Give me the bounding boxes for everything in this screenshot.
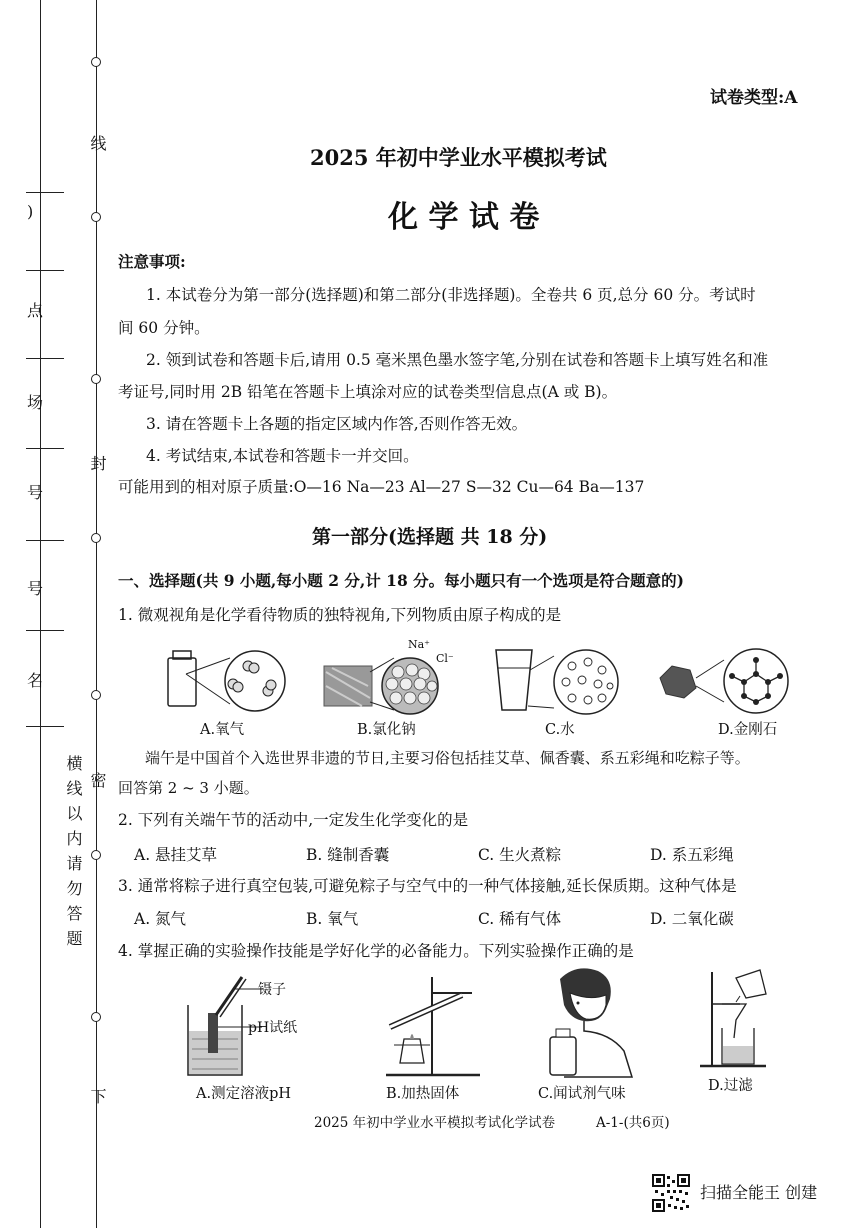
qr-code-icon bbox=[652, 1174, 690, 1212]
exam-title: 2025 年初中学业水平模拟考试 bbox=[310, 145, 607, 170]
scanner-watermark: 扫描全能王 创建 bbox=[700, 1183, 818, 1202]
margin-label-mi: 密 bbox=[88, 772, 107, 790]
note-item: 考证号,同时用 2B 铅笔在答题卡上填涂对应的试卷类型信息点(A 或 B)。 bbox=[118, 383, 618, 401]
binding-hole bbox=[91, 57, 101, 67]
question-1-stem: 1. 微观视角是化学看待物质的独特视角,下列物质由原子构成的是 bbox=[118, 606, 562, 624]
oxygen-figure bbox=[160, 648, 290, 714]
note-item: 1. 本试卷分为第一部分(选择题)和第二部分(非选择题)。全卷共 6 页,总分 60 分。考试时 bbox=[146, 286, 756, 304]
tweezers-label: 镊子 bbox=[258, 982, 286, 998]
water-figure bbox=[492, 646, 622, 716]
q4-option-c: C.闻试剂气味 bbox=[538, 1086, 626, 1102]
q3-option-a: A. 氮气 bbox=[134, 910, 187, 928]
smelling-figure bbox=[540, 965, 650, 1081]
ion-chloride-label: Cl⁻ bbox=[436, 652, 454, 665]
margin-label-feng: 封 bbox=[88, 455, 107, 473]
question-2-stem: 2. 下列有关端午节的活动中,一定发生化学变化的是 bbox=[118, 811, 469, 829]
section-heading: 一、选择题(共 9 小题,每小题 2 分,计 18 分。每小题只有一个选项是符合题意的) bbox=[118, 571, 684, 590]
ph-paper-label: pH试纸 bbox=[248, 1020, 298, 1036]
passage-line: 回答第 2 ~ 3 小题。 bbox=[118, 779, 259, 797]
q4-option-a: A.测定溶液pH bbox=[196, 1086, 292, 1102]
q1-option-a: A.氧气 bbox=[200, 722, 245, 738]
margin-label-xian: 线 bbox=[88, 135, 107, 153]
q2-option-c: C. 生火煮粽 bbox=[478, 846, 562, 864]
q1-option-d: D.金刚石 bbox=[718, 722, 778, 738]
field-label: ) bbox=[27, 202, 34, 221]
binding-hole bbox=[91, 374, 101, 384]
page-number: A-1-(共6页) bbox=[596, 1115, 670, 1131]
q3-option-b: B. 氧气 bbox=[306, 910, 359, 928]
note-item: 2. 领到试卷和答题卡后,请用 0.5 毫米黑色墨水签字笔,分别在试卷和答题卡上填写姓名和准 bbox=[146, 351, 769, 369]
question-4-stem: 4. 掌握正确的实验操作技能是学好化学的必备能力。下列实验操作正确的是 bbox=[118, 942, 634, 960]
paper-type: 试卷类型:A bbox=[710, 88, 798, 108]
margin-line bbox=[40, 0, 41, 1228]
q2-option-b: B. 缝制香囊 bbox=[306, 846, 390, 864]
margin-line bbox=[96, 0, 97, 1228]
passage-line: 端午是中国首个入选世界非遗的节日,主要习俗包括挂艾草、佩香囊、系五彩绳和吃粽子等。 bbox=[145, 749, 750, 767]
diamond-figure bbox=[656, 648, 796, 714]
ion-sodium-label: Na⁺ bbox=[408, 638, 430, 651]
heating-solid-figure bbox=[380, 975, 490, 1079]
field-label: 点 bbox=[27, 301, 44, 320]
field-label: 号 bbox=[27, 579, 44, 598]
q1-option-c: C.水 bbox=[545, 722, 575, 738]
question-3-stem: 3. 通常将粽子进行真空包装,可避免粽子与空气中的一种气体接触,延长保质期。这种气体是 bbox=[118, 877, 737, 895]
q3-option-d: D. 二氧化碳 bbox=[650, 910, 734, 928]
binding-hole bbox=[91, 850, 101, 860]
note-item: 3. 请在答题卡上各题的指定区域内作答,否则作答无效。 bbox=[146, 415, 528, 433]
field-label: 场 bbox=[27, 393, 44, 412]
q2-option-a: A. 悬挂艾草 bbox=[134, 846, 218, 864]
part1-title: 第一部分(选择题 共 18 分) bbox=[312, 526, 548, 548]
margin-warning: 横线以内请勿答题 bbox=[64, 755, 83, 955]
footer-title: 2025 年初中学业水平模拟考试化学试卷 bbox=[314, 1115, 556, 1131]
subject-title: 化 学 试 卷 bbox=[388, 200, 540, 235]
field-label: 名 bbox=[27, 671, 44, 690]
q1-option-b: B.氯化钠 bbox=[357, 722, 416, 738]
binding-margin bbox=[0, 0, 118, 1228]
binding-hole bbox=[91, 690, 101, 700]
sodium-chloride-figure bbox=[322, 652, 442, 716]
field-label: 号 bbox=[27, 483, 44, 502]
margin-label-xia: 下 bbox=[88, 1088, 107, 1106]
binding-hole bbox=[91, 533, 101, 543]
binding-hole bbox=[91, 212, 101, 222]
q4-option-b: B.加热固体 bbox=[386, 1086, 460, 1102]
q4-option-d: D.过滤 bbox=[708, 1078, 753, 1094]
binding-hole bbox=[91, 1012, 101, 1022]
notes-heading: 注意事项: bbox=[118, 252, 186, 271]
filtration-figure bbox=[696, 968, 776, 1074]
atomic-masses: 可能用到的相对原子质量:O—16 Na—23 Al—27 S—32 Cu—64 Ba—137 bbox=[118, 478, 645, 496]
note-item: 4. 考试结束,本试卷和答题卡一并交回。 bbox=[146, 447, 419, 465]
q3-option-c: C. 稀有气体 bbox=[478, 910, 562, 928]
q2-option-d: D. 系五彩绳 bbox=[650, 846, 734, 864]
note-item: 间 60 分钟。 bbox=[118, 319, 210, 337]
